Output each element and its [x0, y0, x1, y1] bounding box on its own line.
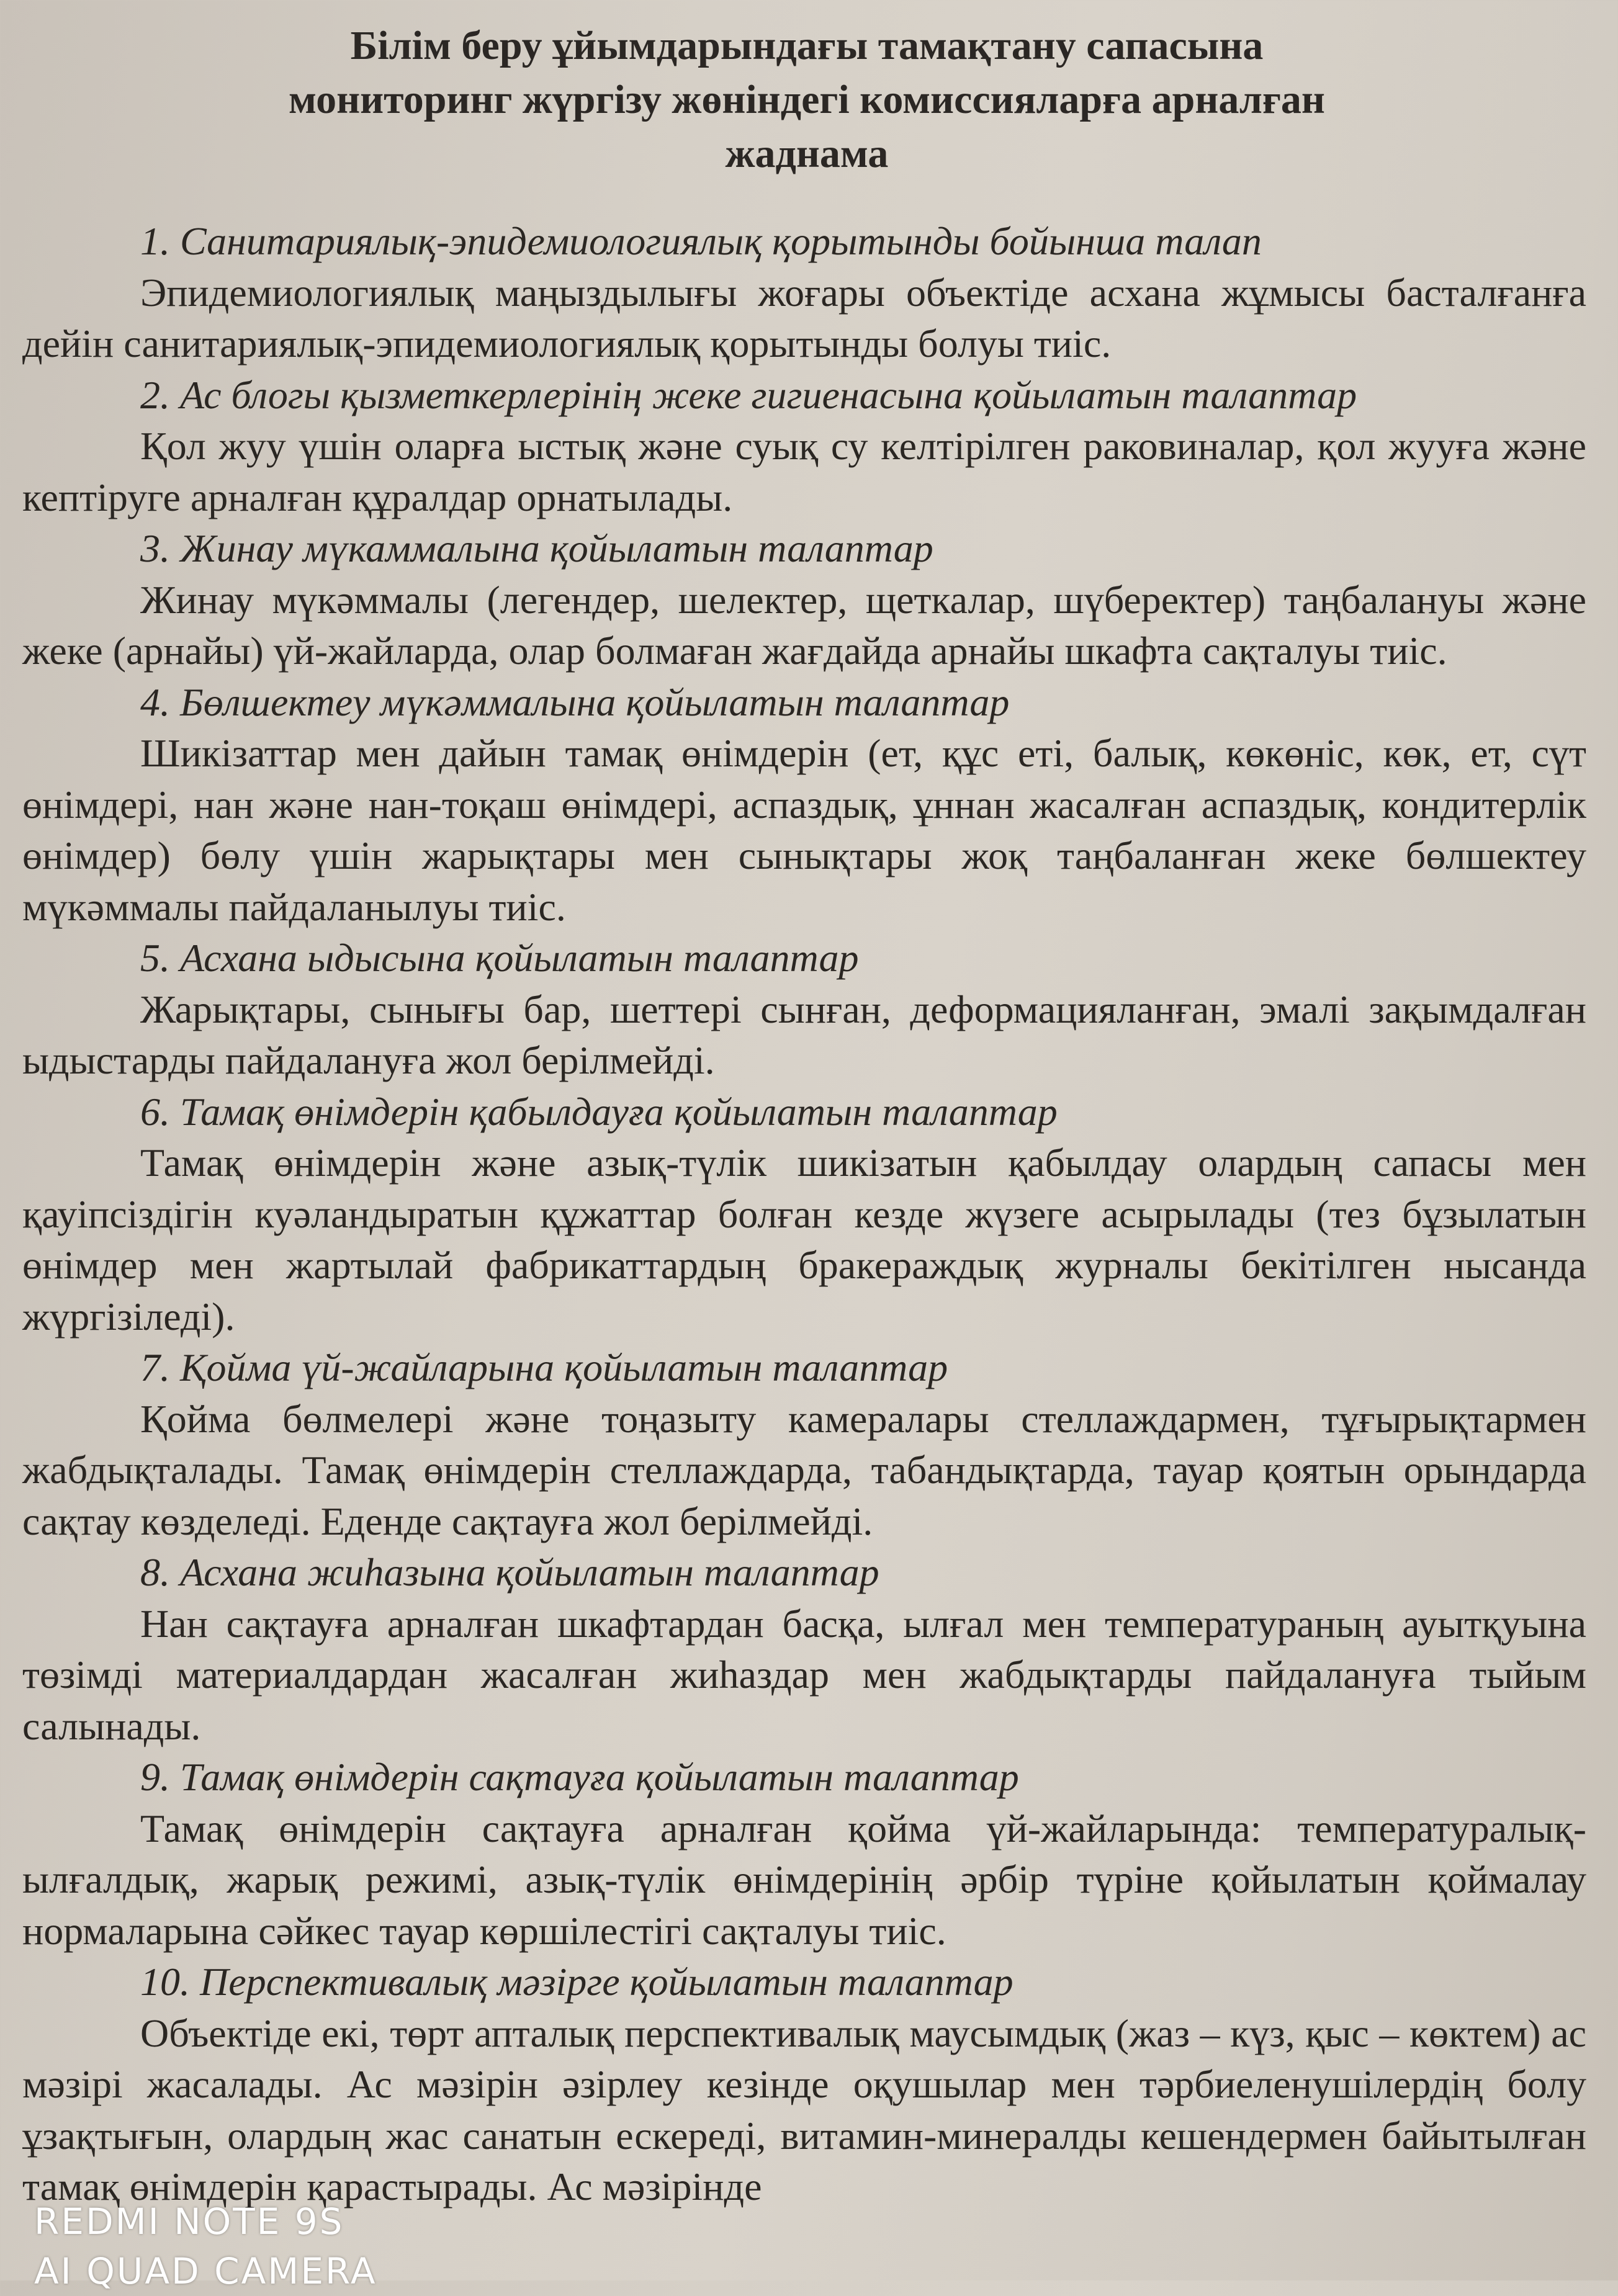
title-line-2: мониторинг жүргізу жөніндегі комиссияларға арналған [289, 77, 1325, 122]
title-line-1: Білім беру ұйымдарындағы тамақтану сапасына [350, 23, 1264, 68]
section-paragraph: Шикізаттар мен дайын тамақ өнімдерін (ет, құс еті, балық, көкөніс, көк, ет, сүт өнімдері, нан және нан-тоқаш өнімдері, аспаздық, ұннан жасалған аспаздық, кондитерлік өнімдер) бөлу үшін жарықтары мен сынықтары жоқ таңбаланған жеке бөлшектеу мүкәммалы пайдаланылуы тиіс. [22, 731, 1586, 929]
section-4 [22, 677, 1586, 933]
section-8 [22, 1547, 1586, 1752]
section-paragraph: Тамақ өнімдерін сақтауға арналған қойма үй-жайларында: температуралық-ылғалдық, жарық режимі, азық-түлік өнімдерінің әрбір түріне қойылатын қоймалау нормаларына сәйкес тауар көршілестігі сақталуы тиіс. [22, 1806, 1586, 1953]
section-heading: 4. Бөлшектеу мүкәммалына қойылатын талаптар [140, 679, 1010, 724]
section-heading: 6. Тамақ өнімдерін қабылдауға қойылатын талаптар [140, 1089, 1058, 1134]
section-heading: 7. Қойма үй-жайларына қойылатын талаптар [140, 1345, 948, 1389]
section-paragraph: Қойма бөлмелері және тоңазыту камералары стеллаждармен, тұғырықтармен жабдықталады. Тамақ өнімдерін стеллаждарда, табандықтарда, тауар қоятын орындарда сақтау көзделеді. Еденде сақтауға жол берілмейді. [22, 1396, 1586, 1543]
section-9 [22, 1752, 1586, 1957]
section-paragraph: Қол жуу үшін оларға ыстық және суық су келтірілген раковиналар, қол жууға және кептіруге арналған құралдар орнатылады. [22, 424, 1586, 519]
title-line-3: жаднама [725, 131, 889, 176]
section-1 [22, 216, 1586, 370]
section-heading: 5. Асхана ыдысына қойылатын талаптар [140, 936, 859, 980]
camera-watermark [34, 2197, 377, 2296]
section-2 [22, 370, 1586, 524]
document-body [22, 216, 1586, 2213]
section-heading: 1. Санитариялық-эпидемиологиялық қорытынды бойынша талап [140, 219, 1262, 263]
section-3 [22, 523, 1586, 677]
section-6 [22, 1087, 1586, 1343]
section-10 [22, 1957, 1586, 2213]
watermark-model: REDMI NOTE 9S [34, 2200, 344, 2243]
section-heading: 3. Жинау мүкаммалына қойылатын талаптар [140, 526, 933, 570]
watermark-camera: AI QUAD CAMERA [34, 2250, 377, 2292]
section-5 [22, 933, 1586, 1087]
section-paragraph: Объектіде екі, төрт апталық перспективалық маусымдық (жаз – күз, қыс – көктем) ас мәзірі жасалады. Ас мәзірін әзірлеу кезінде оқушылар мен тәрбиеленушілердің болу ұзақтығын, олардың жас санатын ескереді, витамин-минералды кешендермен байытылған тамақ өнімдерін қарастырады. Ас мәзірінде [22, 2011, 1586, 2209]
section-paragraph: Нан сақтауға арналған шкафтардан басқа, ылғал мен температураның ауытқуына төзімді материалдардан жасалған жиһаздар мен жабдықтарды пайдалануға тыйым салынады. [22, 1601, 1586, 1748]
section-heading: 2. Ас блогы қызметкерлерінің жеке гигиенасына қойылатын талаптар [140, 372, 1357, 417]
document-title [186, 19, 1427, 181]
section-heading: 9. Тамақ өнімдерін сақтауға қойылатын талаптар [140, 1755, 1019, 1799]
section-paragraph: Жарықтары, сынығы бар, шеттері сынған, деформацияланған, эмалі зақымдалған ыдыстарды пайдалануға жол берілмейді. [22, 987, 1586, 1082]
section-paragraph: Жинау мүкәммалы (легендер, шелектер, щеткалар, шүберектер) таңбалануы және жеке (арнайы) үй-жайларда, олар болмаған жағдайда арнайы шкафта сақталуы тиіс. [22, 577, 1586, 673]
section-paragraph: Эпидемиологиялық маңыздылығы жоғары объектіде асхана жұмысы басталғанға дейін санитариялық-эпидемиологиялық қорытынды болуы тиіс. [22, 270, 1586, 365]
section-heading: 10. Перспективалық мәзірге қойылатын талаптар [140, 1960, 1013, 2004]
section-paragraph: Тамақ өнімдерін және азық-түлік шикізатын қабылдау олардың сапасы мен қауіпсіздігін куәландыратын құжаттар болған кезде жүзеге асырылады (тез бұзылатын өнімдер мен жартылай фабрикаттардың бракераждық журналы бекітілген нысанда жүргізіледі). [22, 1141, 1586, 1339]
section-7 [22, 1342, 1586, 1547]
section-heading: 8. Асхана жиһазына қойылатын талаптар [140, 1550, 879, 1594]
